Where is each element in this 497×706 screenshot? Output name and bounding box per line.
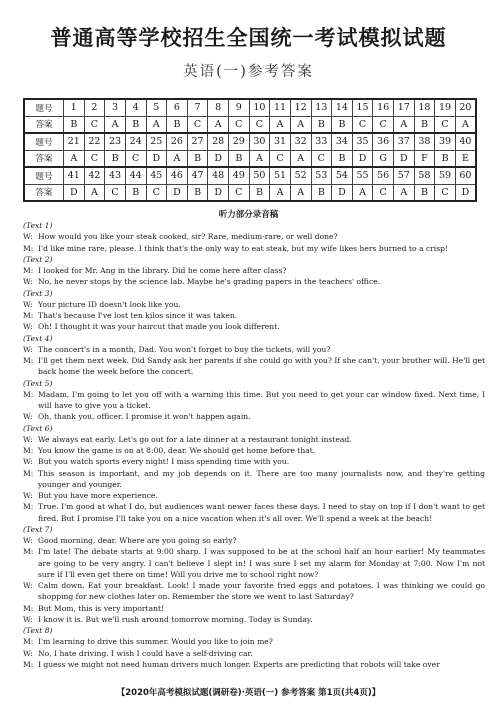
question-number-row: [24, 133, 476, 150]
question-number-cell: 30: [249, 133, 270, 150]
question-number-cell: 60: [455, 167, 476, 184]
answer-cell: B: [332, 150, 353, 167]
row-label-answer: 答案: [24, 184, 64, 201]
row-label-answer: 答案: [24, 116, 64, 133]
answer-cell: B: [435, 150, 456, 167]
speaker-label: W:: [23, 344, 33, 354]
question-number-cell: 6: [167, 99, 188, 116]
question-number-cell: 37: [394, 133, 415, 150]
utterance-text: No, he never stops by the science lab. Maybe he's grading papers in the teachers' office.: [38, 277, 381, 287]
page-title: 普通高等学校招生全国统一考试模拟试题: [50, 26, 447, 50]
dialogue-line: [23, 243, 485, 254]
utterance-text: How would you like your steak cooked, sir? Rare, medium-rare, or well done?: [38, 232, 338, 242]
dialogue-line: [23, 299, 485, 310]
answer-cell: A: [64, 150, 85, 167]
answer-cell: B: [187, 184, 208, 201]
answer-cell: D: [455, 184, 476, 201]
text-label: (Text 6): [23, 423, 53, 433]
text-label: (Text 3): [23, 288, 53, 298]
question-number-cell: 38: [414, 133, 435, 150]
utterance-text: I know it is. But we'll rush around tomorrow morning. Today is Sunday.: [38, 614, 313, 624]
dialogue-line: [23, 344, 485, 355]
speaker-label: W:: [23, 277, 33, 287]
answer-cell: A: [146, 116, 167, 133]
utterance-text: I'd like mine rare, please. I think that's the only way to eat steak, but my wife likes hers burned to a crisp!: [38, 243, 449, 253]
speaker-label: W:: [23, 457, 33, 467]
question-number-cell: 11: [270, 99, 291, 116]
dialogue-line: [23, 265, 485, 276]
answer-cell: C: [373, 116, 394, 133]
dialogue-line: [23, 276, 485, 287]
answer-cell: C: [435, 184, 456, 201]
speaker-label: M:: [23, 603, 34, 613]
question-number-cell: 1: [64, 99, 85, 116]
row-label-question: 题号: [24, 133, 64, 150]
speaker-label: W:: [23, 232, 33, 242]
answer-cell: A: [394, 184, 415, 201]
question-number-cell: 12: [290, 99, 311, 116]
text-label: (Text 8): [23, 626, 53, 635]
question-number-cell: 26: [167, 133, 188, 150]
question-number-cell: 13: [311, 99, 332, 116]
utterance-text: We always eat early. Let's go out for a late dinner at a restaurant tonight instead.: [38, 434, 352, 444]
question-number-cell: 29: [229, 133, 250, 150]
answer-cell: C: [311, 150, 332, 167]
speaker-label: W:: [23, 581, 33, 590]
answer-cell: E: [455, 150, 476, 167]
text-label: (Text 7): [23, 524, 53, 534]
utterance-text: No, I hate driving. I wish I could have a self-driving car.: [38, 648, 253, 658]
question-number-cell: 56: [373, 167, 394, 184]
question-number-cell: 28: [208, 133, 229, 150]
question-number-cell: 49: [229, 167, 250, 184]
row-label-answer: 答案: [24, 150, 64, 167]
answer-cell: B: [332, 116, 353, 133]
utterance-text: This season is important, and my job depends on it. There are too many journalists now, and they're getting younger and younger.: [38, 468, 485, 489]
answer-row: [24, 184, 476, 201]
speaker-label: M:: [23, 389, 34, 399]
dialogue-line: [23, 490, 485, 501]
utterance-text: But you watch sports every night! I miss spending time with you.: [38, 457, 290, 467]
utterance-text: I guess we might not need human drivers much longer. Experts are predicting that robots will take over: [38, 659, 440, 669]
utterance-text: I'm learning to drive this summer. Would you like to join me?: [38, 637, 273, 647]
utterance-text: I'm late! The debate starts at 9:00 sharp. I was supposed to be at the school half an hour earlier! My teammates are going to be very angry. I can't believe I slept in! I was sure I set my alarm for Monday at 7:00. Now I'm not sure if I'll even get there on time! Will you drive me to school right now?: [38, 547, 485, 579]
dialogue-line: [23, 445, 485, 456]
answer-cell: B: [311, 184, 332, 201]
answer-cell: B: [414, 184, 435, 201]
speaker-label: M:: [23, 468, 34, 478]
dialogue-line: [23, 659, 485, 670]
answer-cell: B: [64, 116, 85, 133]
answer-cell: C: [229, 116, 250, 133]
answer-cell: A: [167, 150, 188, 167]
question-number-cell: 21: [64, 133, 85, 150]
question-number-cell: 14: [332, 99, 353, 116]
question-number-cell: 25: [146, 133, 167, 150]
question-number-cell: 44: [125, 167, 146, 184]
answer-cell: A: [249, 150, 270, 167]
text-label: (Text 2): [23, 254, 53, 264]
speaker-label: W:: [23, 299, 33, 309]
answer-cell: A: [290, 150, 311, 167]
question-number-cell: 7: [187, 99, 208, 116]
text-label: (Text 1): [23, 221, 53, 230]
question-number-cell: 50: [249, 167, 270, 184]
answer-cell: D: [394, 150, 415, 167]
answer-cell: C: [125, 150, 146, 167]
question-number-cell: 4: [125, 99, 146, 116]
speaker-label: M:: [23, 243, 34, 253]
answer-cell: A: [455, 116, 476, 133]
question-number-cell: 55: [352, 167, 373, 184]
utterance-text: I looked for Mr. Ang in the library. Did he come here after class?: [38, 266, 287, 275]
answer-cell: A: [290, 116, 311, 133]
speaker-label: M:: [23, 637, 34, 647]
question-number-cell: 16: [373, 99, 394, 116]
answer-cell: D: [352, 150, 373, 167]
question-number-cell: 18: [414, 99, 435, 116]
utterance-text: Good morning, dear. Where are you going so early?: [38, 536, 237, 545]
answer-cell: D: [208, 150, 229, 167]
row-label-question: 题号: [24, 99, 64, 116]
question-number-cell: 41: [64, 167, 85, 184]
question-number-cell: 31: [270, 133, 291, 150]
question-number-cell: 35: [352, 133, 373, 150]
answer-row: [24, 150, 476, 167]
question-number-cell: 45: [146, 167, 167, 184]
speaker-label: W:: [23, 614, 33, 624]
answer-cell: B: [187, 150, 208, 167]
speaker-label: M:: [23, 446, 34, 455]
answer-cell: D: [64, 184, 85, 201]
answer-cell: C: [187, 116, 208, 133]
question-number-cell: 42: [84, 167, 105, 184]
answer-cell: D: [146, 150, 167, 167]
answer-cell: B: [105, 150, 126, 167]
speaker-label: M:: [23, 547, 34, 557]
answer-cell: B: [414, 116, 435, 133]
answer-cell: B: [311, 116, 332, 133]
question-number-cell: 22: [84, 133, 105, 150]
utterance-text: Oh, thank you, officer. I promise it won't happen again.: [38, 412, 251, 422]
utterance-text: Oh! I thought it was your haircut that made you look different.: [38, 322, 280, 332]
question-number-cell: 2: [84, 99, 105, 116]
answer-cell: F: [414, 150, 435, 167]
answer-cell: D: [208, 184, 229, 201]
question-number-cell: 27: [187, 133, 208, 150]
page-subtitle: 英语(一)参考答案: [183, 64, 314, 80]
answer-cell: C: [352, 116, 373, 133]
dialogue-line: [23, 614, 485, 625]
utterance-text: I'll get them next week. Did Sandy ask her parents if she could go with you? If she can't, your brother will. He'll get back home the week before the concert.: [38, 356, 485, 377]
question-number-cell: 43: [105, 167, 126, 184]
speaker-label: W:: [23, 536, 33, 545]
utterance-text: Your picture ID doesn't look like you.: [38, 299, 181, 309]
answer-cell: A: [290, 184, 311, 201]
answer-cell: A: [352, 184, 373, 201]
question-number-cell: 59: [435, 167, 456, 184]
question-number-cell: 32: [290, 133, 311, 150]
answer-cell: G: [373, 150, 394, 167]
utterance-text: True. I'm good at what I do, but audiences want newer faces these days. I need to stay on top if I don't want to get fired. But I promise I'll take you on a nice vacation when it's all over. We'll spend a week at the beach!: [38, 502, 485, 523]
question-number-cell: 9: [229, 99, 250, 116]
answer-cell: D: [332, 184, 353, 201]
answer-row: [24, 116, 476, 133]
speaker-label: W:: [23, 412, 33, 422]
question-number-cell: 20: [455, 99, 476, 116]
question-number-row: [24, 167, 476, 184]
answer-cell: A: [270, 116, 291, 133]
answer-cell: C: [249, 116, 270, 133]
speaker-label: W:: [23, 322, 33, 332]
answer-cell: A: [394, 116, 415, 133]
answer-cell: C: [84, 150, 105, 167]
question-number-cell: 40: [455, 133, 476, 150]
dialogue-line: [23, 310, 485, 321]
utterance-text: That's because I've lost ten kilos since it was taken.: [38, 311, 238, 320]
answer-cell: B: [229, 150, 250, 167]
question-number-cell: 57: [394, 167, 415, 184]
dialogue-line: [23, 456, 485, 467]
dialogue-line: [23, 648, 485, 659]
speaker-label: W:: [23, 491, 33, 500]
answer-cell: A: [270, 184, 291, 201]
speaker-label: M:: [23, 356, 34, 365]
answer-cell: C: [229, 184, 250, 201]
dialogue-line: [23, 321, 485, 332]
question-number-cell: 48: [208, 167, 229, 184]
answer-cell: A: [84, 184, 105, 201]
dialogue-line: [23, 546, 485, 580]
question-number-cell: 58: [414, 167, 435, 184]
answer-cell: B: [167, 116, 188, 133]
question-number-cell: 52: [290, 167, 311, 184]
dialogue-line: [23, 355, 485, 378]
dialogue-line: [23, 580, 485, 603]
dialogue-line: [23, 468, 485, 491]
question-number-cell: 8: [208, 99, 229, 116]
question-number-cell: 46: [167, 167, 188, 184]
speaker-label: W:: [23, 648, 33, 658]
question-number-cell: 51: [270, 167, 291, 184]
answer-cell: C: [84, 116, 105, 133]
dialogue-line: [23, 389, 485, 412]
text-label: (Text 4): [23, 333, 53, 343]
question-number-cell: 39: [435, 133, 456, 150]
question-number-cell: 5: [146, 99, 167, 116]
question-number-cell: 24: [125, 133, 146, 150]
answer-cell: C: [146, 184, 167, 201]
answer-cell: C: [435, 116, 456, 133]
dialogue-line: [23, 501, 485, 524]
speaker-label: W:: [23, 434, 33, 444]
answer-cell: B: [125, 184, 146, 201]
question-number-cell: 53: [311, 167, 332, 184]
row-label-question: 题号: [24, 167, 64, 184]
listening-script: [23, 220, 485, 670]
question-number-row: [24, 99, 476, 116]
speaker-label: M:: [23, 502, 34, 512]
utterance-text: But Mom, this is very important!: [38, 603, 165, 613]
question-number-cell: 34: [332, 133, 353, 150]
utterance-text: But you have more experience.: [38, 491, 158, 500]
listening-script-heading: 听力部分录音稿: [218, 210, 279, 220]
answer-table: [23, 98, 477, 202]
question-number-cell: 36: [373, 133, 394, 150]
speaker-label: M:: [23, 659, 34, 669]
dialogue-line: [23, 411, 485, 422]
question-number-cell: 19: [435, 99, 456, 116]
answer-cell: C: [105, 184, 126, 201]
utterance-text: Madam, I'm going to let you off with a warning this time. But you need to get your car window fixed. Next time, I will have to give you a ticket.: [38, 389, 485, 410]
answer-cell: A: [208, 116, 229, 133]
dialogue-line: [23, 603, 485, 614]
page-footer: 【2020年高考模拟试题(调研卷)·英语(一) 参考答案 第1页(共4页)】: [116, 688, 381, 698]
question-number-cell: 15: [352, 99, 373, 116]
dialogue-line: [23, 535, 485, 546]
utterance-text: The concert's in a month, Dad. You won't forget to buy the tickets, will you?: [38, 344, 331, 354]
answer-cell: C: [373, 184, 394, 201]
question-number-cell: 10: [249, 99, 270, 116]
utterance-text: You know the game is on at 8:00, dear. We should get home before that.: [38, 446, 316, 455]
dialogue-line: [23, 636, 485, 647]
utterance-text: Calm down. Eat your breakfast. Look! I made your favorite fried eggs and potatoes. I was thinking we could go shopping for new clothes later on. Remember the store we went to last Saturday?: [38, 581, 485, 602]
answer-cell: A: [105, 116, 126, 133]
speaker-label: M:: [23, 311, 34, 320]
dialogue-line: [23, 231, 485, 242]
question-number-cell: 33: [311, 133, 332, 150]
question-number-cell: 17: [394, 99, 415, 116]
question-number-cell: 3: [105, 99, 126, 116]
text-label: (Text 5): [23, 378, 53, 388]
question-number-cell: 54: [332, 167, 353, 184]
answer-cell: C: [270, 150, 291, 167]
answer-cell: B: [249, 184, 270, 201]
speaker-label: M:: [23, 266, 34, 275]
question-number-cell: 47: [187, 167, 208, 184]
answer-cell: D: [167, 184, 188, 201]
dialogue-line: [23, 434, 485, 445]
answer-cell: B: [125, 116, 146, 133]
question-number-cell: 23: [105, 133, 126, 150]
